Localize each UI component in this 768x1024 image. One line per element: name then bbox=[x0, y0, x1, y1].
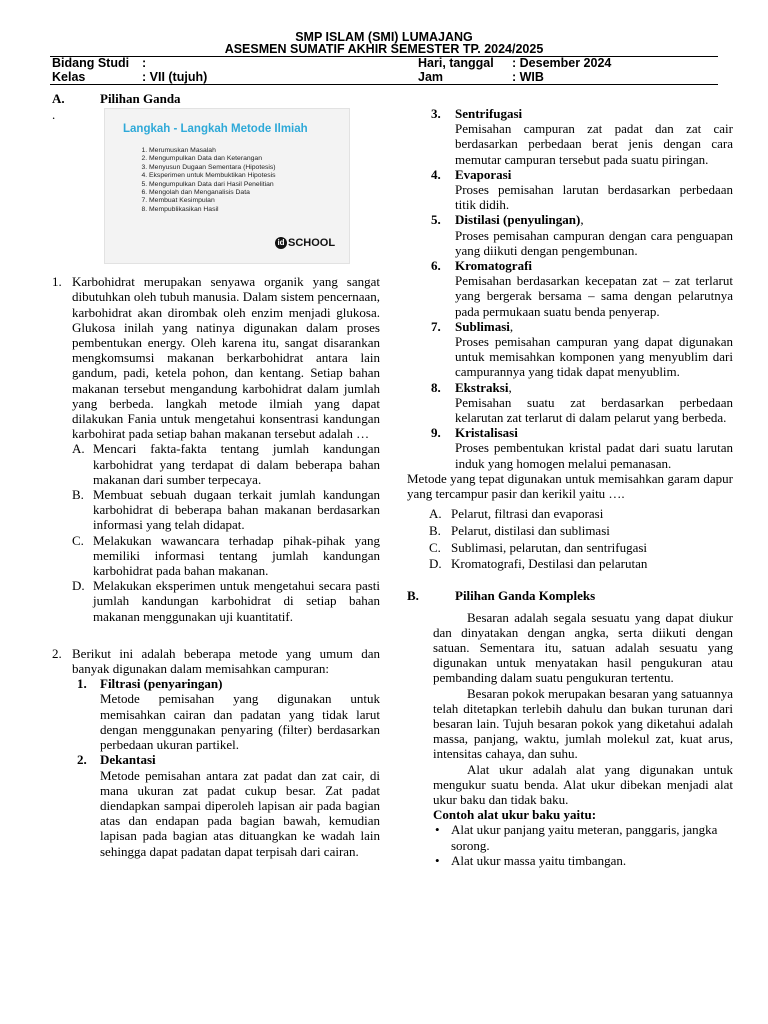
method-number: 3. bbox=[431, 106, 441, 121]
method-name: Ekstraksi bbox=[455, 379, 509, 395]
option-text: Mencari fakta-fakta tentang jumlah kandungan karbohidrat yang terdapat di dalam beberapa bahan makanan dari sumber terpecaya. bbox=[93, 441, 380, 487]
q1-option-a[interactable] bbox=[72, 441, 380, 487]
method-description: Pemisahan suatu zat berdasarkan perbedaan kelarutan zat terlarut di dalam pelarut yang berbeda. bbox=[455, 394, 733, 426]
question-2 bbox=[52, 646, 380, 859]
q2-option-c[interactable] bbox=[407, 540, 733, 555]
figure-step: 5. Mengumpulkan Data dari Hasil Penelitian bbox=[149, 181, 276, 189]
method-heading bbox=[407, 380, 733, 395]
method-heading bbox=[407, 212, 733, 227]
method-number: 2. bbox=[77, 752, 87, 768]
paragraph: Besaran pokok merupakan besaran yang satuannya telah ditetapkan terlebih dahulu dan bukan turunan dari besaran lain. Tujuh besaran pokok yang diketahui adalah massa, panjang, waktu, jumlah molekul zat, kuat arus, intensitas cahaya, dan suhu. bbox=[433, 685, 733, 762]
method-description: Proses pemisahan larutan berdasarkan perbedaan titik didih. bbox=[455, 182, 733, 213]
q2-option-a[interactable] bbox=[407, 506, 733, 521]
bullet-item bbox=[433, 822, 733, 852]
option-letter: C. bbox=[429, 539, 441, 555]
paragraph: Alat ukur adalah alat yang digunakan untuk mengukur suatu benda. Alat ukur dibekan menjadi alat ukur baku dan tidak baku. bbox=[433, 761, 733, 808]
method-description: Pemisahan berdasarkan kecepatan zat – zat terlarut yang bergerak bersama – sama dengan pelarutnya pada permukaan suatu benda penyerap. bbox=[455, 273, 733, 319]
option-letter: A. bbox=[72, 441, 85, 457]
question-number: 2. bbox=[52, 645, 62, 661]
left-column bbox=[52, 91, 380, 859]
method-heading bbox=[407, 258, 733, 273]
method-heading bbox=[407, 425, 733, 440]
method-name: Sentrifugasi bbox=[455, 106, 523, 121]
q1-option-b[interactable] bbox=[72, 487, 380, 533]
method-name: Kromatografi bbox=[455, 258, 533, 274]
section-a-dot: . bbox=[52, 107, 56, 122]
method-heading bbox=[407, 167, 733, 182]
class-label: Kelas bbox=[52, 70, 86, 84]
method-description: Pemisahan campuran zat padat dan zat cair berdasarkan perbedaan berat jenis dengan cara memutar campuran tersebut pada suatu piringan. bbox=[455, 121, 733, 167]
method-number: 9. bbox=[431, 425, 441, 441]
bullet-text: Alat ukur massa yaitu timbangan. bbox=[451, 852, 627, 868]
paragraph: Besaran adalah segala sesuatu yang dapat diukur dan dinyatakan dengan angka, serta diikuti dengan satuan. Sementara itu, satuan adalah sesuatu yang digunakan untuk menyatakan hasil pengukuran atau pembanding dalam suatu pengukuran tertentu. bbox=[433, 609, 733, 686]
figure-step: 4. Eksperimen untuk Membuktikan Hipotesis bbox=[149, 172, 276, 180]
figure-step: 1. Merumuskan Masalah bbox=[149, 147, 276, 155]
method-heading bbox=[407, 106, 733, 121]
school-name: SMP ISLAM (SMI) LUMAJANG bbox=[295, 30, 473, 44]
bullet-item bbox=[433, 853, 733, 868]
method-name: Sublimasi bbox=[455, 318, 510, 334]
option-letter: D. bbox=[429, 556, 442, 572]
time-value: : WIB bbox=[512, 70, 544, 84]
option-letter: D. bbox=[72, 578, 85, 594]
section-b-title: Pilihan Ganda Kompleks bbox=[455, 587, 596, 603]
q2-option-d[interactable] bbox=[407, 556, 733, 571]
time-label: Jam bbox=[418, 70, 444, 84]
examples-title: Contoh alat ukur baku yaitu: bbox=[433, 807, 597, 823]
bullet-icon: • bbox=[435, 822, 440, 838]
method-number: 8. bbox=[431, 379, 441, 395]
q1-option-d[interactable] bbox=[72, 578, 380, 624]
option-text: Sublimasi, pelarutan, dan sentrifugasi bbox=[451, 539, 648, 555]
method-description: Metode pemisahan yang digunakan untuk memisahkan cairan dan padatan yang tidak larut dengan menggunakan penyaring (filter) berdasarkan perbedaan ukuran partikel. bbox=[100, 691, 380, 753]
method-description: Metode pemisahan antara zat padat dan zat cair, di mana ukuran zat padat cukup besar. Zat padat diendapkan sampai diperoleh lapisan air pada bagian atas dan endapan pada bagian bawah, kemudian lapisan pada bagian atas dituangkan ke wadah lain sehingga dapat padatan dapat terpisah dari cairan. bbox=[100, 767, 380, 859]
exam-title: ASESMEN SUMATIF AKHIR SEMESTER TP. 2024/2025 bbox=[224, 42, 544, 56]
method-separator: , bbox=[509, 318, 514, 334]
method-number: 7. bbox=[431, 318, 441, 334]
method-description: Proses pembentukan kristal padat dari suatu larutan induk yang homogen melalui pemanasan. bbox=[455, 440, 733, 471]
method-name: Kristalisasi bbox=[455, 425, 518, 441]
option-letter: A. bbox=[429, 506, 442, 522]
subject-colon: : bbox=[142, 56, 147, 70]
option-text: Pelarut, distilasi dan sublimasi bbox=[451, 522, 610, 538]
option-text: Kromatografi, Destilasi dan pelarutan bbox=[451, 556, 648, 572]
section-b-label: B. bbox=[407, 587, 419, 603]
question-text: Karbohidrat merupakan senyawa organik yang sangat dibutuhkan oleh tubuh manusia. Dalam sistem pencernaan, karbohidrat akan dirombak oleh enzim menjadi glukosa. Glukosa inilah yang natinya digunakan dalam proses pembentukan energy. Oleh karena itu, sangat disarankan mengkomsumsi makanan berkarbohidrat antara lain gandum, padi, ketela pohon, dan kentang. Setiap bahan makanan tersebut mengandung karbohidrat dalam jumlah yang berbeda. langkah metode ilmiah yang dapat dilakukan Fania untuk mengetahui konsentrasi kandungan karbohirat pada setiap bahan makanan tersebut adalah … bbox=[72, 274, 380, 442]
method-separator: , bbox=[508, 379, 512, 395]
bullet-icon: • bbox=[435, 852, 440, 868]
question-2-prompt: Metode yang tepat digunakan untuk memisahkan garam dapur yang tercampur pasir dan kerikil yaitu …. bbox=[407, 470, 733, 502]
question-number: 1. bbox=[52, 274, 62, 290]
method-heading bbox=[407, 319, 733, 334]
q2-option-b[interactable] bbox=[407, 523, 733, 538]
section-b-body bbox=[407, 610, 733, 868]
figure-title: Langkah - Langkah Metode Ilmiah bbox=[123, 123, 308, 135]
figure-step: 2. Mengumpulkan Data dan Keterangan bbox=[149, 155, 276, 163]
method-name: Filtrasi (penyaringan) bbox=[100, 676, 223, 692]
method-name: Dekantasi bbox=[100, 752, 156, 768]
subject-label: Bidang Studi bbox=[52, 56, 130, 70]
section-a-label: A. bbox=[52, 91, 65, 106]
option-text: Pelarut, filtrasi dan evaporasi bbox=[451, 506, 604, 522]
class-value: : VII (tujuh) bbox=[142, 70, 208, 84]
header-divider bbox=[50, 56, 718, 57]
section-a-heading bbox=[52, 91, 380, 107]
figure-step: 7. Membuat Kesimpulan bbox=[149, 197, 276, 205]
figure-step: 3. Menyusun Dugaan Sementara (Hipotesis) bbox=[149, 164, 276, 172]
question-1 bbox=[52, 274, 380, 624]
bullet-text: Alat ukur panjang yaitu meteran, panggaris, jangka sorong. bbox=[451, 822, 718, 853]
method-description: Proses pemisahan campuran yang dapat digunakan untuk memisahkan komponen yang menyublim dari campurannya yang tidak dapat menyublim. bbox=[455, 334, 733, 380]
section-b-heading bbox=[407, 588, 733, 604]
option-letter: C. bbox=[72, 532, 84, 548]
method-description: Proses pemisahan campuran dengan cara penguapan yang diikuti dengan pengembunan. bbox=[455, 227, 733, 258]
option-text: Melakukan eksperimen untuk mengetahui secara pasti jumlah kandungan karbohidrat di setiap bahan makanan menggunakan uji kuantitatif. bbox=[93, 578, 380, 624]
option-letter: B. bbox=[429, 522, 441, 538]
method-heading bbox=[72, 676, 380, 691]
question-intro: Berikut ini adalah beberapa metode yang umum dan banyak digunakan dalam memisahkan campuran: bbox=[72, 645, 380, 677]
option-text: Melakukan wawancara terhadap pihak-pihak yang memiliki informasi tentang jumlah kandungan karbohidrat pada bahan makanan. bbox=[93, 532, 380, 579]
method-number: 5. bbox=[431, 212, 441, 228]
logo-mark: id bbox=[275, 237, 287, 249]
right-column bbox=[407, 106, 733, 868]
method-name: Evaporasi bbox=[455, 166, 512, 182]
method-separator: , bbox=[580, 212, 584, 228]
method-number: 6. bbox=[431, 258, 441, 274]
method-number: 1. bbox=[77, 676, 87, 692]
method-name: Distilasi (penyulingan) bbox=[455, 212, 581, 228]
header-divider-bottom bbox=[50, 84, 718, 85]
figure-step: 8. Mempublikasikan Hasil bbox=[149, 206, 276, 214]
logo-text: SCHOOL bbox=[288, 237, 336, 249]
q1-option-c[interactable] bbox=[72, 533, 380, 579]
date-value: : Desember 2024 bbox=[512, 56, 612, 70]
method-number: 4. bbox=[431, 166, 441, 182]
section-a-title: Pilihan Ganda bbox=[100, 91, 181, 106]
method-heading bbox=[72, 752, 380, 767]
option-letter: B. bbox=[72, 487, 84, 503]
option-text: Membuat sebuah dugaan terkait jumlah kandungan karbohidrat di beberapa bahan makanan berdasarkan informasi yang telah didapat. bbox=[93, 487, 380, 533]
date-label: Hari, tanggal bbox=[418, 56, 494, 70]
figure-step: 6. Mengolah dan Menganalisis Data bbox=[149, 189, 276, 197]
